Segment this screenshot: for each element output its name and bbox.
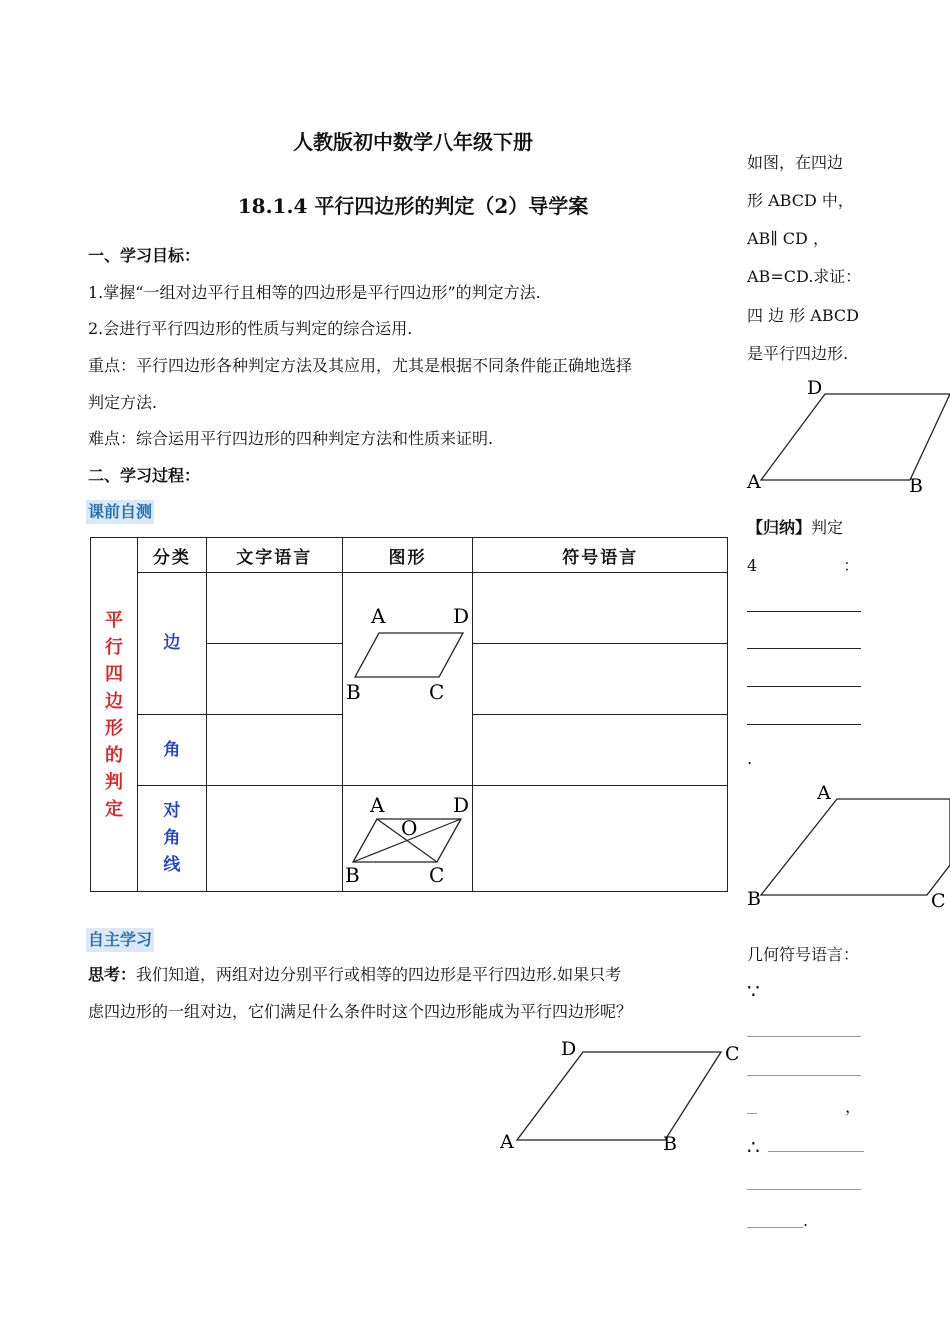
bottom-label-c: C: [725, 1043, 740, 1065]
cell-angle-symbol[interactable]: [473, 715, 728, 786]
right-mid-label-b: B: [747, 888, 761, 910]
fig2-label-c: C: [428, 863, 444, 887]
think-label: 思考：: [88, 965, 137, 984]
fig2-label-a: A: [369, 793, 385, 817]
because-blank-1[interactable]: [747, 1036, 861, 1037]
fig2-label-d: D: [452, 793, 469, 817]
cell-side-symbol-2[interactable]: [473, 644, 728, 715]
cell-side-text-1[interactable]: [206, 573, 342, 644]
right-mid-fig-shape: [761, 799, 950, 895]
fig1-label-c: C: [428, 680, 444, 704]
because-blank-3[interactable]: [747, 1113, 757, 1114]
right-top-label-b: B: [909, 475, 923, 497]
table-header-text: 文字语言: [206, 538, 342, 573]
because-symbol: ∵: [747, 979, 760, 1003]
page-title: 人教版初中数学八年级下册: [293, 130, 533, 154]
cell-side-text-2[interactable]: [206, 644, 342, 715]
right-mid-label-c: C: [931, 890, 946, 912]
row-title-char-0: 平: [104, 609, 123, 631]
parallelogram-figure-2: [343, 786, 474, 892]
table-header-category: 分类: [137, 538, 206, 573]
row-title-char-1: 行: [104, 636, 123, 658]
problem-line-2: 形 ABCD 中，: [747, 191, 854, 210]
difficulty-line: 难点：综合运用平行四边形的四种判定方法和性质来证明.: [88, 429, 494, 448]
therefore-blank-3[interactable]: [747, 1227, 803, 1228]
cell-diagonal-text[interactable]: [206, 786, 342, 892]
problem-line-3: AB∥ CD ，: [747, 229, 829, 248]
cell-figure-2: [342, 786, 473, 892]
parallelogram-figure-right-top: [745, 372, 950, 497]
therefore-symbol: ∴: [747, 1135, 760, 1159]
row-title-char-5: 的: [104, 744, 123, 766]
right-top-label-d: D: [807, 377, 823, 399]
table-row-title: [91, 538, 138, 892]
cell-diagonal-symbol[interactable]: [473, 786, 728, 892]
because-comma: ，: [845, 1097, 862, 1116]
problem-line-6: 是平行四边形.: [747, 344, 849, 363]
row-title-char-4: 形: [104, 717, 123, 739]
problem-line-4: AB=CD.求证：: [747, 267, 862, 286]
summary-line: [747, 509, 867, 547]
category-diagonal: [137, 786, 206, 892]
bottom-label-b: B: [663, 1133, 677, 1155]
think-line-2: 虑四边形的一组对边，它们满足什么条件时这个四边形能成为平行四边形呢？: [88, 1002, 633, 1021]
fig2-label-o: O: [400, 816, 418, 840]
therefore-blank-1[interactable]: [768, 1151, 864, 1152]
think-line-1: [88, 957, 621, 993]
bottom-label-a: A: [500, 1131, 514, 1153]
summary-colon: ：: [843, 556, 860, 575]
therefore-blank-2[interactable]: [747, 1189, 861, 1190]
parallelogram-figure-right-mid: [745, 775, 950, 915]
category-side: 边: [137, 573, 206, 715]
summary-text: 判定: [811, 518, 844, 537]
end-period: .: [803, 1211, 809, 1230]
process-heading: 二、学习过程：: [88, 466, 201, 485]
goal-item-1: 1.掌握“一组对边平行且相等的四边形是平行四边形”的判定方法.: [88, 283, 541, 302]
criteria-table: [90, 537, 728, 892]
page-subtitle: 18.1.4 平行四边形的判定（2）导学案: [237, 194, 589, 218]
goals-heading: 一、学习目标：: [88, 246, 201, 265]
bottom-label-d: D: [561, 1038, 577, 1060]
key-point-line-2: 判定方法.: [88, 393, 158, 412]
summary-blank-2[interactable]: [747, 648, 861, 649]
table-header-symbol: 符号语言: [473, 538, 728, 573]
self-study-label: 自主学习: [86, 928, 154, 952]
pre-test-label: 课前自测: [86, 500, 154, 524]
fig2-label-b: B: [344, 863, 360, 887]
summary-num: 4: [747, 556, 758, 575]
row-title-char-2: 四: [104, 663, 123, 685]
fig1-label-b: B: [345, 680, 361, 704]
summary-blank-3[interactable]: [747, 686, 861, 687]
key-point-line-1: 重点：平行四边形各种判定方法及其应用，尤其是根据不同条件能正确地选择: [88, 356, 633, 375]
row-title-char-3: 边: [104, 690, 123, 712]
parallelogram-figure-1: [343, 603, 474, 743]
summary-period: .: [747, 749, 753, 768]
row-title-char-7: 定: [104, 798, 123, 820]
cell-side-symbol-1[interactable]: [473, 573, 728, 644]
goal-item-2: 2.会进行平行四边形的性质与判定的综合运用.: [88, 319, 413, 338]
diagonal-char-1: 角: [163, 828, 181, 848]
table-header-figure: 图形: [342, 538, 473, 573]
fig1-label-a: A: [370, 604, 386, 628]
summary-blank-4[interactable]: [747, 724, 861, 725]
row-title-char-6: 判: [104, 771, 123, 793]
diagonal-char-0: 对: [163, 801, 181, 821]
diagonal-char-2: 线: [163, 855, 181, 875]
problem-line-5: 四 边 形 ABCD: [747, 306, 859, 325]
category-angle: 角: [137, 715, 206, 786]
parallelogram-figure-bottom: [495, 1034, 745, 1164]
fig1-label-d: D: [452, 604, 469, 628]
problem-line-1: 如图，在四边: [747, 153, 844, 172]
right-mid-label-a: A: [817, 782, 831, 804]
right-top-fig-shape: [761, 394, 950, 480]
think-text-1: 我们知道，两组对边分别平行或相等的四边形是平行四边形.如果只考: [136, 965, 622, 984]
summary-label: 【归纳】: [747, 518, 812, 537]
cell-angle-text[interactable]: [206, 715, 342, 786]
cell-figure-1: [342, 573, 473, 786]
symbol-language-label: 几何符号语言：: [747, 945, 860, 964]
summary-blank-1[interactable]: [747, 611, 861, 612]
bottom-fig-shape: [517, 1052, 721, 1140]
because-blank-2[interactable]: [747, 1075, 861, 1076]
fig1-shape: [355, 633, 463, 677]
right-top-label-a: A: [747, 471, 761, 493]
summary-num-line: [747, 547, 867, 585]
